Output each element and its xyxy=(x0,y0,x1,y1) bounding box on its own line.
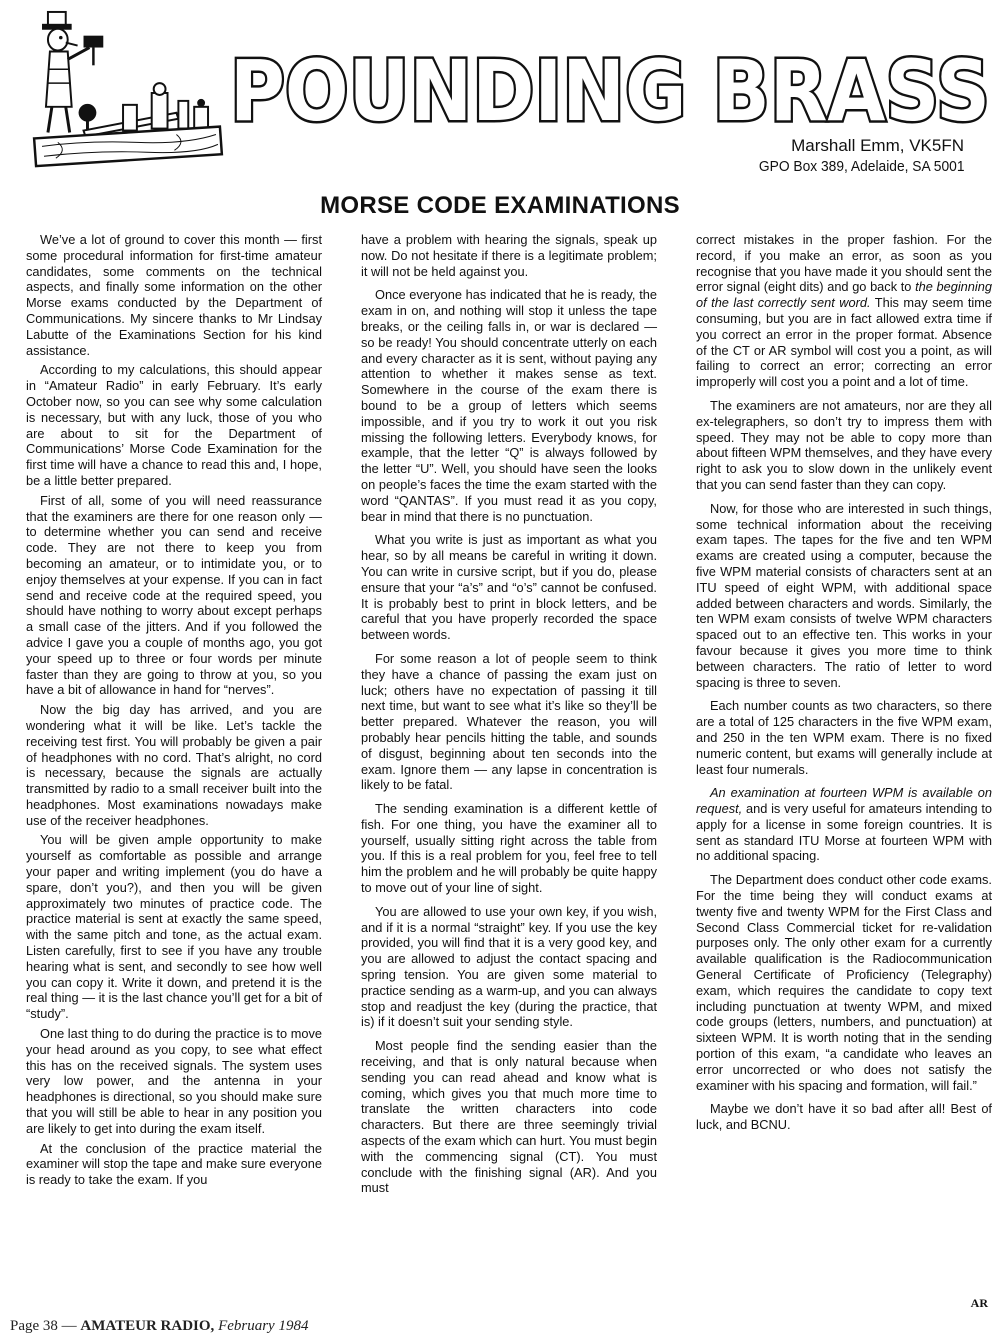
paragraph: have a problem with hearing the signals, speak up now. Do not hesitate if there is a legitimate problem; it will not be held against you. xyxy=(361,232,657,279)
paragraph: The sending examination is a different kettle of fish. For one thing, you have the examiner all to yourself, usually sitting right across the table from you. If this is a real problem for you, feel free to tell him the problem and he will probably be quite happy to move out of your line of sight. xyxy=(361,801,657,896)
masthead-title xyxy=(225,42,995,140)
paragraph: First of all, some of you will need reassurance that the examiners are there for one reason only — to determine whether you can send and receive code. They are not there to keep you from becoming an amateur, or to intimidate you, or to enjoy themselves at your expense. If you can in fact send and receive code at the required speed, you should have nothing to worry about except perhaps a small case of the jitters. And if you followed the advice I gave you a couple of months ago, you got your speed up to three or four words per minute faster than they are going to throw at you, so you have a bit of allowance in hand for “nerves”. xyxy=(26,492,322,698)
paragraph: At the conclusion of the practice material the examiner will stop the tape and make sure everyone is ready to take the exam. If you xyxy=(26,1140,322,1188)
author-block xyxy=(741,135,965,177)
paragraph: Most people find the sending easier than the receiving, and that is only natural because when sending you can read ahead and know what is coming, which gives you that much more time to translate the written characters into code characters. But there are three seemingly trivial aspects of the exam which can hurt. You must begin with the commencing signal (CT). You must conclude with the finishing signal (AR). And you must xyxy=(361,1038,657,1196)
paragraph-text: correct mistakes in the proper fashion. For the record, if you make an error, as soon as you recognise that you have made it you should sent the error signal (eight dits) and go back to xyxy=(696,232,992,295)
emphasis-text: the beginning of the last correctly sent word. xyxy=(696,279,992,311)
footer-date: February 1984 xyxy=(218,1318,309,1334)
paragraph: Now the big day has arrived, and you are wondering what it will be like. Let’s tackle the receiving test first. You will probably be given a pair of headphones with no cord. That’s alright, no cord is necessary, because the signals are actually transmitted by radio to a small receiver built into the headphones. Most examinations nowadays make use of the receiver headphones. xyxy=(26,702,322,828)
paragraph xyxy=(696,232,992,390)
column-1 xyxy=(26,232,322,1312)
paragraph: According to my calculations, this should appear in “Amateur Radio” in early February. It’s early October now, so you can see why some calculation is necessary, but with any luck, those of you who are about to sit for the Department of Communications’ Morse Code Examination for the first time will have a chance to read this and, I hope, be a little better prepared. xyxy=(26,362,322,488)
paragraph-text: This may seem time consuming, but you are in fact allowed extra time if you correct an error in the proper format. Absence of the CT or AR symbol will cost you a point, as will failing to correct an error; correcting an error improperly will cost you a point and a lot of time. xyxy=(696,295,993,390)
page-footer xyxy=(10,1318,308,1335)
paragraph: You are allowed to use your own key, if you wish, and if it is a normal “straight” key. If you use the key provided, you will find that it is a very good key, and you are allowed to adjust the contact spacing and spring tension. You are given some material to practice sending as a warm-up, and you can always stop and readjust the key (during the practice, that is) if it doesn’t suit your sending style. xyxy=(361,903,657,1030)
paragraph: Once everyone has indicated that he is ready, the exam in on, and nothing will stop it unless the tape breaks, or the ceiling falls in, or war is declared — so be ready! You should concentrate utterly on each and every character as it is sent, without paying any attention to whether it makes sense as text. Somewhere in the course of the exam there is bound to be a group of letters which seems impossible, and if you try to work it out you risk missing the following letters. Everybody knows, for example, that the letter “Q” is always followed by the letter “U”. Well, you should have seen the looks on people’s faces the time the exam started with the word “QANTAS”. If you must read it as you copy, bear in mind that there is no punctuation. xyxy=(361,287,657,524)
article-header xyxy=(0,0,1000,190)
footer-magazine: AMATEUR RADIO, xyxy=(80,1318,215,1334)
paragraph: The Department does conduct other code exams. For the time being they will conduct exams at twenty five and twenty WPM for the First Class and Second Class Commercial ticket for re-validation purposes only. The only other exam for a currently available qualification is the Radiocommunication General Certificate of Proficiency (Telegraphy) exam, which requires the candidate to copy text including punctuation at twenty WPM, and mixed code groups (letters, numbers, and punctuation) at sixteen WPM. It is worth noting that in the sending portion of this exam, “a candidate who leaves an error uncorrected or who does not satisfy the examiner with his spacing and formation, will fail.” xyxy=(696,872,992,1093)
paragraph: Maybe we don’t have it so bad after all! Best of luck, and BCNU. xyxy=(696,1101,992,1133)
paragraph: Now, for those who are interested in such things, some technical information about the receiving exam tapes. The tapes for the five and ten WPM exams are created using a computer, because the five WPM material consists of characters sent at an ITU speed of eight WPM, with additional space added between characters and words. Similarly, the ten WPM exam consists of twelve WPM characters spaced out to an effective ten. This works in your favour because it gives you more time to think between characters. The ratio of letter to word spacing is three to seven. xyxy=(696,500,992,690)
paragraph xyxy=(696,785,992,864)
emphasis-text: An examination at fourteen WPM is available on request, xyxy=(696,785,992,817)
paragraph: You will be given ample opportunity to make yourself as comfortable as possible and arrange your paper and writing implement (you do have a spare, don’t you?), and then you will be given approximately two minutes of practice code. The practice material is sent at exactly the same speed, with the same pitch and tone, as the actual exam. Listen carefully, first to see if you have any trouble hearing what is sent, and secondly to see how well you can copy it. Write it down, and pretend it is the real thing — it is the last chance you’ll get for a bit of “study”. xyxy=(26,832,322,1022)
end-mark: AR xyxy=(970,1296,988,1310)
paragraph: For some reason a lot of people seem to think they have a chance of passing the exam just on luck; others have no expectation of passing it till next time, but want to see what it’s like so they’ll be better prepared. Whatever the reason, you will probably hear pencils hitting the table, and sounds of disgust, beginning about ten seconds into the exam. Ignore them — any lapse in concentration is likely to be fatal. xyxy=(361,650,657,793)
column-2 xyxy=(361,232,657,1312)
article-body xyxy=(26,232,992,1312)
author-address: GPO Box 389, Adelaide, SA 5001 xyxy=(758,158,964,175)
column-3 xyxy=(696,232,992,1312)
paragraph: One last thing to do during the practice is to move your head around as you copy, to see what effect this has on the received signals. The system uses very low power, and the antenna in your headphones is directional, so you should make sure that you will still be able to hear in any position you are likely to get into during the exam itself. xyxy=(26,1026,322,1136)
cartoon-telegraph-key-icon xyxy=(28,8,226,176)
paragraph-text: and is very useful for amateurs intending to apply for a license in some foreign countries. It is sent as standard ITU Morse at fourteen WPM with no additional spacing. xyxy=(696,801,992,864)
masthead-title-text: POUNDING BRASS xyxy=(230,42,990,140)
paragraph: The examiners are not amateurs, nor are they all ex-telegraphers, so don’t try to impress them with speed. They may not be able to copy more than about fifteen WPM themselves, and they have every right to ask you to slow down in the unlikely event that you can send faster than they can copy. xyxy=(696,397,992,492)
paragraph: Each number counts as two characters, so there are a total of 125 characters in the five WPM exam, and 250 in the ten WPM exam. There is no fixed numeric content, but exams will generally include at least four numerals. xyxy=(696,698,992,777)
paragraph: We’ve a lot of ground to cover this month — first some procedural information for first-time amateur candidates, some comments on the technical aspects, and finally some information on the other Morse exams conducted by the Department of Communications. My sincere thanks to Mr Lindsay Labutte of the Examinations Section for his kind assistance. xyxy=(26,232,322,358)
paragraph: What you write is just as important as what you hear, so by all means be careful in writing it down. You can write in cursive script, but if you do, please ensure that your “a’s” and “o’s” cannot be confused. It is probably best to print in block letters, and be careful that you have properly recorded the space between words. xyxy=(361,532,657,643)
footer-page: Page 38 — xyxy=(10,1318,77,1334)
author-name: Marshall Emm, VK5FN xyxy=(791,136,964,155)
article-headline: MORSE CODE EXAMINATIONS xyxy=(320,192,680,219)
